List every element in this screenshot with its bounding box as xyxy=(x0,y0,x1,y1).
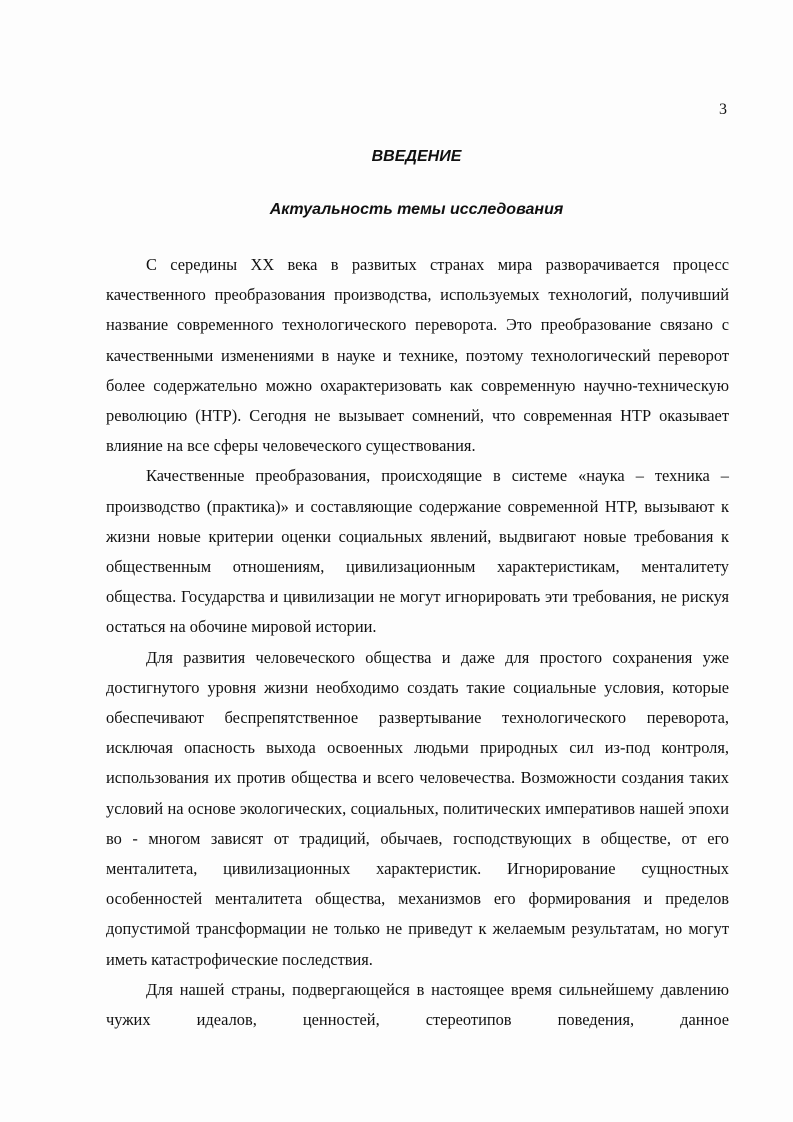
section-title: ВВЕДЕНИЕ xyxy=(371,148,462,165)
section-subtitle: Актуальность темы исследования xyxy=(269,201,564,218)
paragraph: Качественные преобразования, происходящие в системе «наука – техника – производство (практика)» и составляющие содержание современной НТР, вызывают к жизни новые критерии оценки социальных явлений, выдвигают новые требования к общественным отношениям, цивилизационным характеристикам, менталитету общества. Государства и цивилизации не могут игнорировать эти требования, не рискуя остаться на обочине мировой истории. xyxy=(106,466,729,637)
paragraph: Для нашей страны, подвергающейся в настоящее время сильнейшему давлению чужих идеалов, ценностей, стереотипов поведения, данное xyxy=(106,979,729,1030)
paragraph: С середины XX века в развитых странах мира разворачивается процесс качественного преобразования производства, используемых технологий, получивший название современного технологического переворота. Это преобразование связано с качественными изменениями в науке и технике, поэтому технологический переворот более содержательно можно охарактеризовать как современную научно-техническую революцию (НТР). Сегодня не вызывает сомнений, что современная НТР оказывает влияние на все сферы человеческого существования. xyxy=(106,255,729,456)
page-number: 3 xyxy=(719,101,727,118)
paragraph: Для развития человеческого общества и даже для простого сохранения уже достигнутого уровня жизни необходимо создать такие социальные условия, которые обеспечивают беспрепятственное развертывание технологического переворота, исключая опасность выхода освоенных людьми природных сил из-под контроля, использования их против общества и всего человечества. Возможности создания таких условий на основе экологических, социальных, политических императивов нашей эпохи во - многом зависят от традиций, обычаев, господствующих в обществе, от его менталитета, цивилизационных характеристик. Игнорирование сущностных особенностей менталитета общества, механизмов его формирования и пределов допустимой трансформации не только не приведут к желаемым результатам, но могут иметь катастрофические последствия. xyxy=(106,647,729,969)
body-text xyxy=(106,250,729,1035)
